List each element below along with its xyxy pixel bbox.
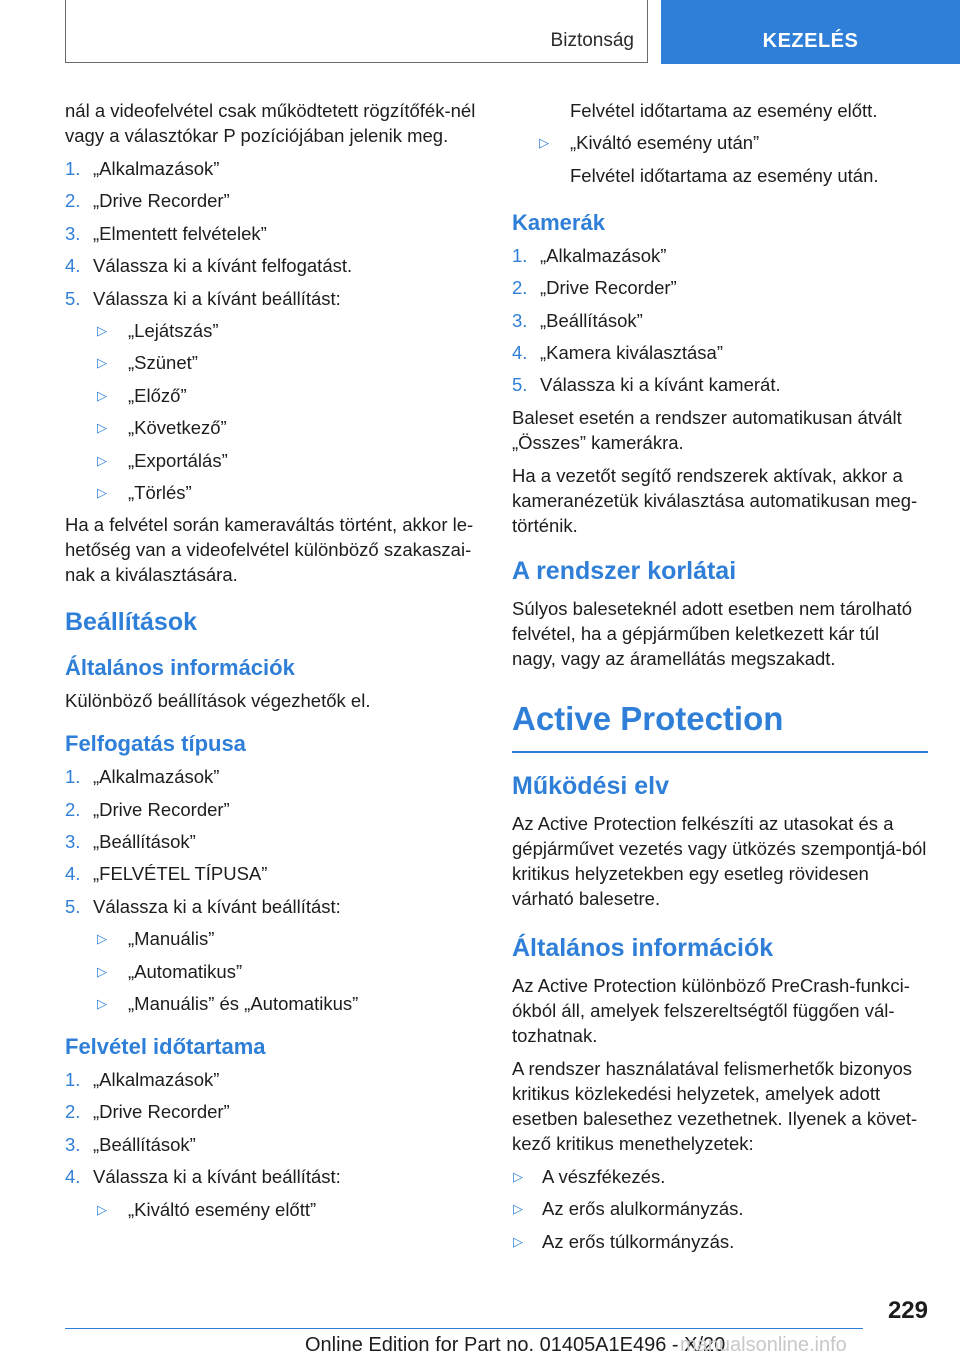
bullet-text: Az erős alulkormányzás. xyxy=(542,1198,744,1220)
list-number: 4. xyxy=(512,341,528,363)
list-text: „FELVÉTEL TÍPUSA” xyxy=(93,863,268,885)
steps-list-cameras xyxy=(512,243,928,398)
heading-cameras: Kamerák xyxy=(512,209,605,235)
list-number: 4. xyxy=(65,255,81,277)
bullet-item xyxy=(65,480,481,505)
triangle-bullet-icon: ▷ xyxy=(539,135,549,151)
list-number: 1. xyxy=(512,244,528,266)
list-item xyxy=(512,275,928,300)
list-text: „Alkalmazások” xyxy=(93,766,220,788)
heading-recording-type: Felfogatás típusa xyxy=(65,731,246,757)
bullet-text: „Kiváltó esemény előtt” xyxy=(128,1198,317,1220)
list-text: „Alkalmazások” xyxy=(93,158,220,179)
list-item xyxy=(65,797,481,822)
list-text: „Drive Recorder” xyxy=(93,1101,230,1123)
heading-active-protection: Active Protection xyxy=(512,699,928,753)
type-options-list xyxy=(65,926,481,1016)
triangle-bullet-icon: ▷ xyxy=(97,420,107,436)
triangle-bullet-icon: ▷ xyxy=(513,1201,523,1217)
critical-situations-list xyxy=(512,1164,928,1254)
list-text: Válassza ki a kívánt beállítást: xyxy=(93,287,341,309)
triangle-bullet-icon: ▷ xyxy=(97,322,107,338)
bullet-text: „Exportálás” xyxy=(128,449,228,471)
bullet-item xyxy=(65,350,481,375)
footer-watermark: manualsonline.info xyxy=(680,1334,847,1356)
list-text: Válassza ki a kívánt felfogatást. xyxy=(93,255,353,277)
list-text: „Beállítások” xyxy=(93,831,196,853)
limits-paragraph: Súlyos baleseteknél adott esetben nem tárolható felvétel, ha a gépjárműben keletkezett kár túl nagy, vagy az áramellátás megszakadt. xyxy=(512,597,913,669)
triangle-bullet-icon: ▷ xyxy=(513,1168,523,1184)
list-number: 3. xyxy=(65,831,81,853)
triangle-bullet-icon: ▷ xyxy=(97,387,107,403)
continuation-text: Felvétel időtartama az esemény után. xyxy=(570,164,879,186)
triangle-bullet-icon: ▷ xyxy=(97,355,107,371)
list-item xyxy=(65,764,481,789)
bullet-item xyxy=(512,1196,928,1221)
bullet-item xyxy=(65,415,481,440)
list-item xyxy=(65,286,481,311)
bullet-text: Az erős túlkormányzás. xyxy=(542,1230,735,1252)
triangle-bullet-icon: ▷ xyxy=(97,996,107,1012)
list-number: 5. xyxy=(65,895,81,917)
bullet-text: „Automatikus” xyxy=(128,960,243,982)
bullet-item xyxy=(65,318,481,343)
steps-list-duration xyxy=(65,1067,481,1189)
steps-list-playback xyxy=(65,156,481,311)
list-number: 5. xyxy=(65,287,81,309)
triangle-bullet-icon: ▷ xyxy=(97,452,107,468)
playback-options-list xyxy=(65,318,481,505)
list-text: „Alkalmazások” xyxy=(93,1069,220,1091)
bullet-item xyxy=(65,926,481,951)
right-column xyxy=(512,98,928,1261)
bullet-item xyxy=(65,959,481,984)
principle-paragraph: Az Active Protection felkészíti az utasokat és a gépjárművet vezetés vagy ütközés szempontjá-ból kritikus helyzetekben egy esetleg rövidesen várható balesetre. xyxy=(512,812,927,909)
camera-switch-paragraph: Ha a felvétel során kameraváltás történt, akkor le-hetőség van a videofelvétel különböző szakaszai-nak a kiválasztására. xyxy=(65,514,474,586)
bullet-text: „Manuális” xyxy=(128,928,215,950)
heading-principle: Működési elv xyxy=(512,771,669,800)
heading-system-limits: A rendszer korlátai xyxy=(512,556,737,585)
list-text: Válassza ki a kívánt beállítást: xyxy=(93,1166,341,1188)
list-item xyxy=(512,340,928,365)
list-item xyxy=(65,156,481,181)
triangle-bullet-icon: ▷ xyxy=(97,1201,107,1217)
continuation-text: Felvétel időtartama az esemény előtt. xyxy=(570,100,878,121)
list-text: „Drive Recorder” xyxy=(93,190,230,212)
bullet-item xyxy=(512,1229,928,1254)
bullet-text: „Manuális” és „Automatikus” xyxy=(128,993,359,1015)
general-info-text: Különböző beállítások végezhetők el. xyxy=(65,690,371,712)
list-text: „Elmentett felvételek” xyxy=(93,222,267,244)
list-text: „Alkalmazások” xyxy=(540,244,667,266)
bullet-item xyxy=(65,448,481,473)
list-number: 4. xyxy=(65,863,81,885)
general-info-paragraph-2: A rendszer használatával felismerhetők bizonyos kritikus közlekedési helyzetek, amelyek adott esetben balesethez vezethetnek. Ilyenek a követ-kező kritikus menethelyzetek: xyxy=(512,1057,918,1154)
list-item xyxy=(65,861,481,886)
bullet-item xyxy=(512,1164,928,1189)
bullet-item xyxy=(65,383,481,408)
list-text: „Drive Recorder” xyxy=(540,277,677,299)
page-number: 229 xyxy=(887,1297,928,1324)
list-item xyxy=(65,188,481,213)
camera-paragraph-1: Baleset esetén a rendszer automatikusan átvált „Összes” kamerákra. xyxy=(512,406,902,453)
list-number: 1. xyxy=(65,1069,81,1091)
list-item xyxy=(65,829,481,854)
triangle-bullet-icon: ▷ xyxy=(97,963,107,979)
camera-paragraph-2: Ha a vezetőt segítő rendszerek aktívak, akkor a kameranézetük kiválasztása automatikusan meg-történik. xyxy=(512,464,918,536)
footer-edition: Online Edition for Part no. 01405A1E496 - X/20 xyxy=(305,1334,726,1356)
list-number: 2. xyxy=(65,798,81,820)
list-item xyxy=(65,1164,481,1189)
header-section-title: Biztonság xyxy=(550,30,634,51)
list-text: „Drive Recorder” xyxy=(93,798,230,820)
general-info-paragraph-1: Az Active Protection különböző PreCrash-funkci-ókból áll, amelyek felszereltségtől függően vál-tozhatnak. xyxy=(512,974,910,1046)
triangle-bullet-icon: ▷ xyxy=(97,931,107,947)
footer-divider xyxy=(65,1328,863,1329)
bullet-text: „Következő” xyxy=(128,417,227,439)
list-number: 1. xyxy=(65,766,81,788)
heading-general-info-2: Általános információk xyxy=(512,933,774,962)
list-number: 3. xyxy=(65,222,81,244)
list-item xyxy=(65,894,481,919)
list-text: „Kamera kiválasztása” xyxy=(540,341,724,363)
heading-recording-duration: Felvétel időtartama xyxy=(65,1034,266,1060)
list-text: „Beállítások” xyxy=(540,309,643,331)
list-item xyxy=(65,1099,481,1124)
list-item xyxy=(65,1067,481,1092)
list-number: 5. xyxy=(512,374,528,396)
list-text: Válassza ki a kívánt beállítást: xyxy=(93,895,341,917)
bullet-text: „Lejátszás” xyxy=(128,319,219,341)
steps-list-type xyxy=(65,764,481,919)
bullet-item xyxy=(65,991,481,1016)
list-item xyxy=(65,253,481,278)
bullet-text: „Szünet” xyxy=(128,352,198,374)
header-chapter-tab: KEZELÉS xyxy=(661,0,960,64)
list-item xyxy=(512,308,928,333)
list-number: 3. xyxy=(512,309,528,331)
list-text: Válassza ki a kívánt kamerát. xyxy=(540,374,781,396)
list-number: 1. xyxy=(65,158,81,179)
bullet-text: „Előző” xyxy=(128,384,187,406)
heading-settings: Beállítások xyxy=(65,608,198,637)
list-item xyxy=(65,1132,481,1157)
list-number: 4. xyxy=(65,1166,81,1188)
heading-general-info: Általános információk xyxy=(65,655,295,681)
list-number: 3. xyxy=(65,1133,81,1155)
bullet-text: „Kiváltó esemény után” xyxy=(570,132,760,154)
bullet-text: „Törlés” xyxy=(128,481,192,503)
triangle-bullet-icon: ▷ xyxy=(97,484,107,500)
list-text: „Beállítások” xyxy=(93,1133,196,1155)
triangle-bullet-icon: ▷ xyxy=(513,1233,523,1249)
left-column xyxy=(65,98,481,1229)
intro-paragraph: nál a videofelvétel csak működtetett rögzítőfék-nél vagy a választókar P pozíciójában jelenik meg. xyxy=(65,100,476,146)
list-number: 2. xyxy=(65,190,81,212)
bullet-item xyxy=(65,1197,481,1222)
list-item xyxy=(512,372,928,397)
list-item xyxy=(65,221,481,246)
bullet-text: A vészfékezés. xyxy=(542,1165,666,1187)
list-number: 2. xyxy=(512,277,528,299)
bullet-item xyxy=(512,130,928,155)
list-number: 2. xyxy=(65,1101,81,1123)
list-item xyxy=(512,243,928,268)
